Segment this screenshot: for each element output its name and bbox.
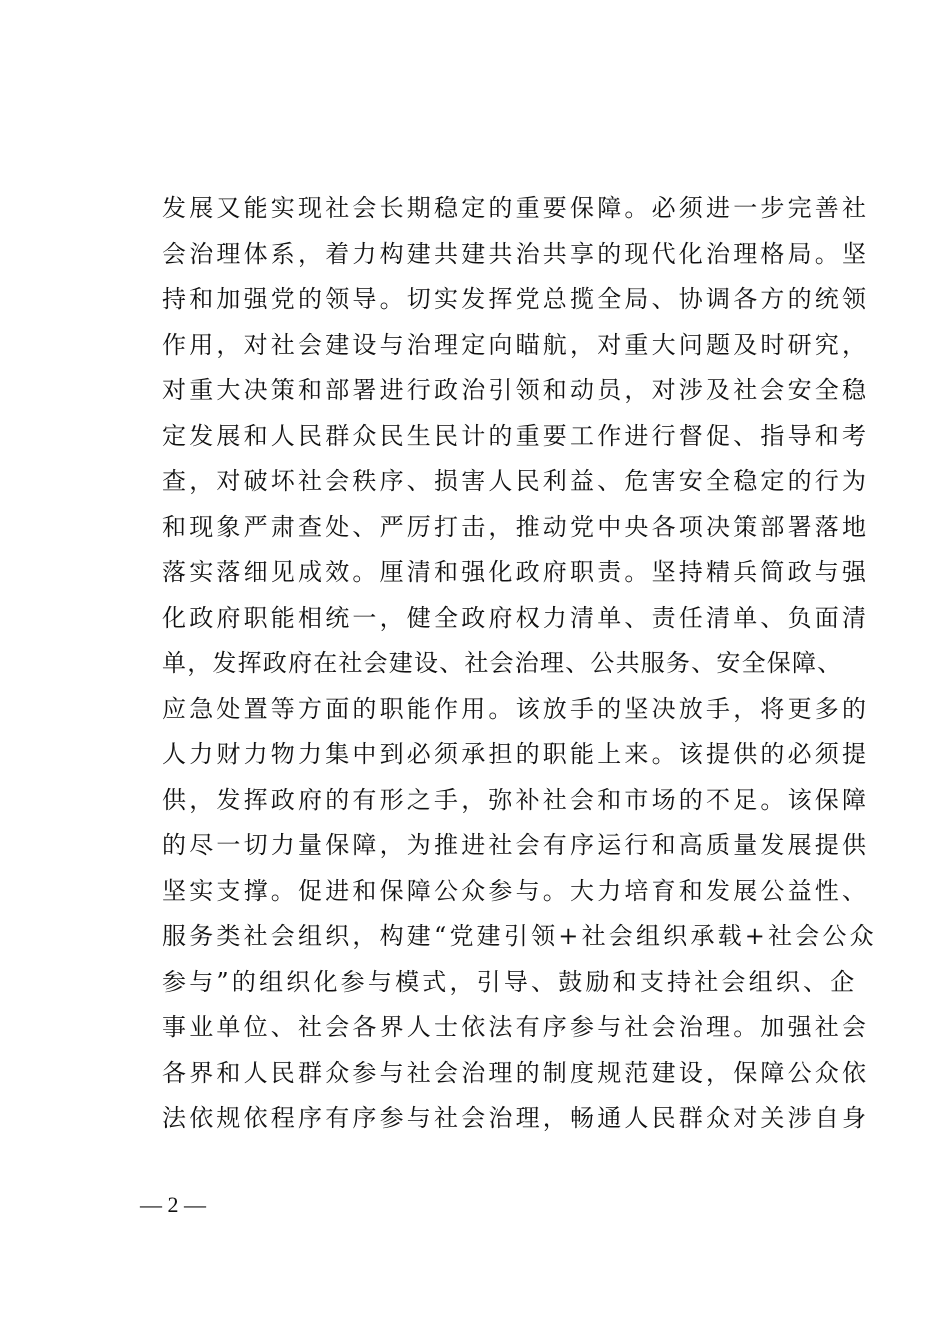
text-line: 化政府职能相统一，健全政府权力清单、责任清单、负面清 xyxy=(162,603,870,632)
text-line: 坚实支撑。促进和保障公众参与。大力培育和发展公益性、 xyxy=(162,876,870,905)
page-number: — 2 — xyxy=(140,1192,206,1217)
text-line: 应急处置等方面的职能作用。该放手的坚决放手，将更多的 xyxy=(162,694,870,723)
text-line: 供，发挥政府的有形之手，弥补社会和市场的不足。该保障 xyxy=(162,785,870,814)
text-line: 人力财力物力集中到必须承担的职能上来。该提供的必须提 xyxy=(162,740,870,768)
text-line: 对重大决策和部署进行政治引领和动员，对涉及社会安全稳 xyxy=(162,376,870,404)
text-line: 事业单位、社会各界人士依法有序参与社会治理。加强社会 xyxy=(162,1013,870,1041)
text-line: 和现象严肃查处、严厉打击，推动党中央各项决策部署落地 xyxy=(162,512,870,541)
text-line: 定发展和人民群众民生民计的重要工作进行督促、指导和考 xyxy=(162,421,870,450)
text-line: 法依规依程序有序参与社会治理，畅通人民群众对关涉自身 xyxy=(162,1104,870,1132)
text-line: 落实落细见成效。厘清和强化政府职责。坚持精兵简政与强 xyxy=(162,558,870,586)
text-line: 查，对破坏社会秩序、损害人民利益、危害安全稳定的行为 xyxy=(162,467,870,495)
text-line: 持和加强党的领导。切实发挥党总揽全局、协调各方的统领 xyxy=(162,285,870,313)
text-line: 会治理体系，着力构建共建共治共享的现代化治理格局。坚 xyxy=(162,239,870,268)
body-text xyxy=(162,186,877,1142)
text-line: 各界和人民群众参与社会治理的制度规范建设，保障公众依 xyxy=(162,1058,870,1087)
text-line: 服务类社会组织，构建“党建引领+社会组织承载+社会公众 xyxy=(162,922,877,950)
text-line: 的尽一切力量保障，为推进社会有序运行和高质量发展提供 xyxy=(162,831,870,859)
text-line: 发展又能实现社会长期稳定的重要保障。必须进一步完善社 xyxy=(162,194,870,222)
text-line: 参与”的组织化参与模式，引导、鼓励和支持社会组织、企 xyxy=(162,967,858,996)
text-line: 作用，对社会建设与治理定向瞄航，对重大问题及时研究， xyxy=(162,330,870,359)
text-line: 单，发挥政府在社会建设、社会治理、公共服务、安全保障、 xyxy=(162,649,843,677)
